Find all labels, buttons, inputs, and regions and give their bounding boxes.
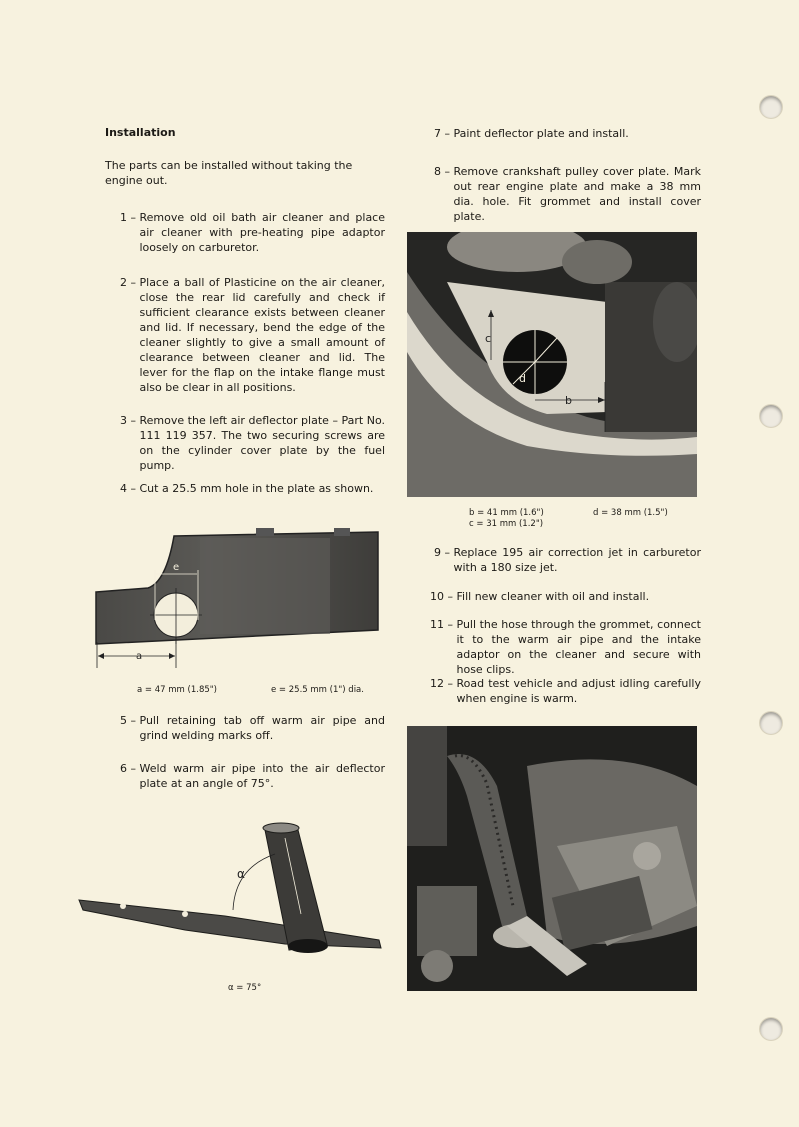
dimension-label-d: d	[519, 372, 526, 385]
step-number: 6 –	[120, 762, 136, 775]
step-number: 8 –	[434, 165, 450, 178]
step-11	[430, 617, 701, 677]
binder-hole	[760, 1018, 782, 1040]
caption-d: d = 38 mm (1.5")	[593, 508, 668, 518]
step-text: Fill new cleaner with oil and install.	[456, 590, 650, 603]
pipe-opening	[263, 823, 299, 833]
step-8	[434, 164, 701, 224]
caption-alpha: α = 75°	[228, 983, 262, 993]
dimension-label-a: a	[136, 651, 143, 662]
intro-paragraph: The parts can be installed without taking the engine out.	[105, 159, 353, 187]
step-text: Remove crankshaft pulley cover plate. Mark out rear engine plate and make a 38 mm dia. hole. Fit grommet and install cover plate.	[453, 165, 701, 223]
step-number: 4 –	[120, 482, 136, 495]
hose-installation-photo	[407, 726, 697, 991]
step-2	[120, 275, 385, 395]
plate-panel	[200, 538, 330, 634]
angle-arc	[233, 854, 275, 910]
step-number: 5 –	[120, 714, 136, 727]
step-number: 7 –	[434, 127, 450, 140]
arrowhead	[169, 653, 175, 659]
step-text: Paint deflector plate and install.	[453, 127, 629, 140]
step-9	[434, 545, 701, 575]
hose-installation-photo-drawing	[407, 726, 697, 991]
caption-e: e = 25.5 mm (1") dia.	[271, 685, 364, 695]
dimension-label-c: c	[485, 332, 492, 345]
plate-tab	[334, 528, 350, 536]
warm-air-pipe-figure	[75, 818, 385, 968]
dimension-label-e: e	[173, 562, 180, 573]
caption-c: c = 31 mm (1.2")	[469, 519, 544, 529]
step-text: Cut a 25.5 mm hole in the plate as shown.	[139, 482, 374, 495]
binder-hole	[760, 712, 782, 734]
step-number: 3 –	[120, 414, 136, 427]
step-number: 1 –	[120, 211, 136, 224]
screw-hole	[120, 903, 126, 909]
step-text: Remove the left air deflector plate – Part No. 111 119 357. The two securing screws are on the cylinder cover plate by the fuel pump.	[139, 414, 385, 472]
step-number: 9 –	[434, 546, 450, 559]
step-text: Weld warm air pipe into the air deflector plate at an angle of 75°.	[139, 762, 385, 790]
engine-plate-photo-drawing	[407, 232, 697, 497]
step-5	[120, 713, 385, 743]
caption-a: a = 47 mm (1.85")	[137, 685, 217, 695]
step-7	[434, 126, 701, 141]
step-number: 12 –	[430, 677, 453, 690]
step-12	[430, 676, 701, 706]
engine-plate-photo	[407, 232, 697, 497]
pipe-outlet	[288, 939, 328, 953]
step-text: Pull retaining tab off warm air pipe and grind welding marks off.	[139, 714, 385, 742]
step-text: Pull the hose through the grommet, connect it to the warm air pipe and the intake adaptor on the cleaner and secure with hose clips.	[456, 618, 701, 676]
deflector-plate-figure	[88, 522, 388, 672]
step-number: 10 –	[430, 590, 453, 603]
angle-label-alpha: α	[237, 867, 245, 881]
step-number: 11 –	[430, 618, 453, 631]
binder-hole	[760, 405, 782, 427]
step-text: Remove old oil bath air cleaner and place air cleaner with pre-heating pipe adaptor loosely on carburetor.	[139, 211, 385, 254]
step-4	[120, 481, 385, 496]
step-10	[430, 589, 701, 604]
plate-tab	[256, 528, 274, 536]
caption-b: b = 41 mm (1.6")	[469, 508, 544, 518]
arrowhead	[98, 653, 104, 659]
dimension-label-b: b	[565, 394, 572, 407]
step-1	[120, 210, 385, 255]
step-text: Place a ball of Plasticine on the air cleaner, close the rear lid carefully and check if sufficient clearance exists between cleaner and lid. If necessary, bend the edge of the cleaner slightly to give a small amount of clearance between cleaner and lid. The lever for the flap on the intake flange must also be clear in all positions.	[139, 276, 385, 394]
binder-hole	[760, 96, 782, 118]
step-text: Replace 195 air correction jet in carburetor with a 180 size jet.	[453, 546, 701, 574]
step-text: Road test vehicle and adjust idling carefully when engine is warm.	[456, 677, 701, 705]
screw-hole	[182, 911, 188, 917]
step-3	[120, 413, 385, 473]
step-6	[120, 761, 385, 791]
section-heading: Installation	[105, 126, 176, 139]
step-number: 2 –	[120, 276, 136, 289]
